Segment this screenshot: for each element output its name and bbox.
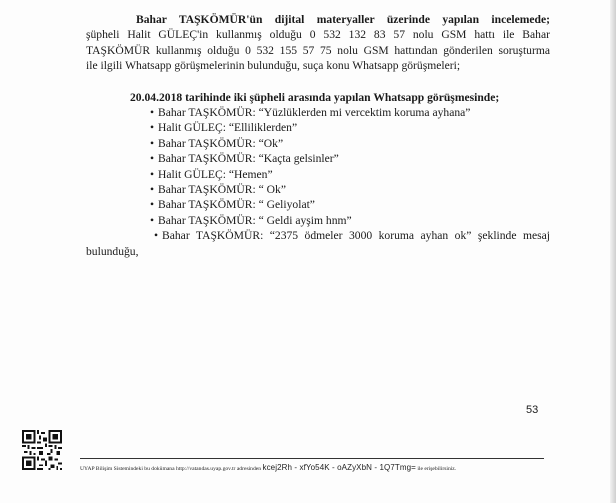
- bullet-icon: •: [150, 213, 155, 227]
- footer-divider: [80, 458, 544, 459]
- message-item: [150, 197, 550, 212]
- message-text: Halit GÜLEÇ: “Hemen”: [158, 167, 273, 181]
- message-item: [150, 182, 550, 197]
- message-text: Bahar TAŞKÖMÜR: “Ok”: [158, 136, 284, 150]
- bullet-icon: •: [150, 106, 155, 120]
- message-text: Bahar TAŞKÖMÜR: “2375 ödmeler 3000 koruma ayhan ok” şeklinde mesaj: [162, 229, 550, 243]
- intro-line-4: ile ilgili Whatsapp görüşmelerinin bulunduğu, suça konu Whatsapp görüşmeleri;: [86, 59, 461, 73]
- page-number: 53: [526, 404, 539, 416]
- message-text: Bahar TAŞKÖMÜR: “ Geldi ayşim hnm”: [158, 213, 352, 227]
- bullet-icon: •: [154, 229, 159, 243]
- intro-line-1: Bahar TAŞKÖMÜR'ün dijital materyaller üzerinde yapılan incelemede;: [136, 13, 550, 26]
- bullet-icon: •: [150, 136, 155, 150]
- message-item: [150, 136, 550, 151]
- message-text: Bahar TAŞKÖMÜR: “Yüzlüklerden mi vercektim koruma ayhana”: [158, 106, 471, 120]
- footer-text: UYAP Bilişim Sistemindeki bu dokümana http://vatandas.uyap.gov.tr adresinden: [80, 466, 262, 472]
- message-item: [150, 151, 550, 166]
- message-item: [150, 213, 550, 228]
- message-list: [86, 105, 550, 244]
- section-heading: 20.04.2018 tarihinde iki şüpheli arasında yapılan Whatsapp görüşmesinde;: [130, 90, 500, 104]
- intro-paragraph: [86, 12, 550, 74]
- bullet-icon: •: [150, 152, 155, 166]
- footer-verification: [80, 463, 550, 472]
- bullet-icon: •: [150, 183, 155, 197]
- message-text: Bahar TAŞKÖMÜR: “ Geliyolat”: [158, 198, 315, 212]
- bullet-icon: •: [150, 121, 155, 135]
- message-item: [150, 105, 550, 120]
- message-item: [150, 120, 550, 135]
- qr-code-icon: [22, 430, 62, 470]
- closing-text: bulunduğu,: [86, 244, 139, 258]
- footer-suffix: ile erişebilirsiniz.: [417, 466, 457, 472]
- document-body: [86, 12, 550, 259]
- intro-line-3: TAŞKÖMÜR kullanmış olduğu 0 532 155 57 75 nolu GSM hattından gönderilen soruşturma: [86, 43, 550, 57]
- intro-line-2: şüpheli Halit GÜLEÇ'in kullanmış olduğu 0 532 132 83 57 nolu GSM hattı ile Bahar: [86, 28, 550, 42]
- footer-verification-code: kcej2Rh - xfYo54K - oAZyXbN - 1Q7Tmg=: [262, 463, 416, 472]
- message-text: Halit GÜLEÇ: “Elliliklerden”: [158, 121, 298, 135]
- message-text: Bahar TAŞKÖMÜR: “ Ok”: [158, 183, 286, 197]
- bullet-icon: •: [150, 198, 155, 212]
- message-item: [150, 167, 550, 182]
- page-edge-shadow: [610, 0, 616, 503]
- bullet-icon: •: [150, 167, 155, 181]
- message-text: Bahar TAŞKÖMÜR: “Kaçta gelsinler”: [158, 152, 339, 166]
- message-item: [154, 228, 550, 243]
